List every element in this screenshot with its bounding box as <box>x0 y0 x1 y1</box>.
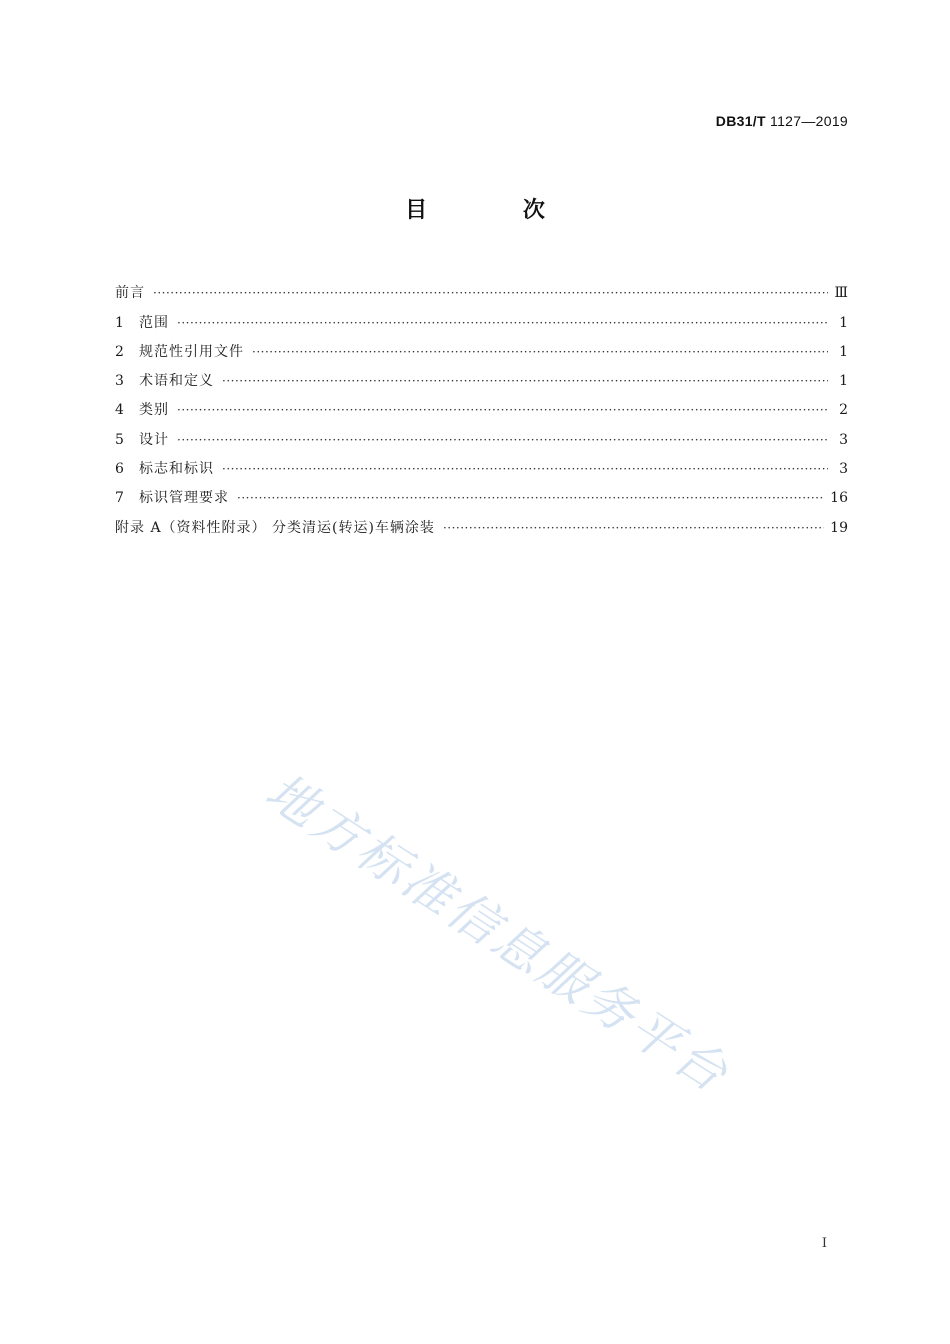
toc-entry-page: 1 <box>839 373 848 390</box>
toc-leader-dots <box>177 313 828 333</box>
toc-entry-number: 7 <box>115 490 124 507</box>
document-code-number: 1127—2019 <box>770 113 848 129</box>
toc-entry-page: 2 <box>839 402 848 419</box>
toc-entry-scope[interactable] <box>115 303 848 332</box>
toc-leader-dots <box>237 488 824 508</box>
toc-entry-categories[interactable] <box>115 391 848 420</box>
toc-entry-label: 标志和标识 <box>139 461 214 478</box>
toc-entry-marking-management[interactable] <box>115 479 848 508</box>
toc-entry-page: 16 <box>830 490 848 507</box>
toc-entry-signs-markings[interactable] <box>115 450 848 479</box>
toc-entry-number: 2 <box>115 343 124 360</box>
page-title: 目 次 <box>405 198 589 223</box>
toc-entry-label: 设计 <box>139 431 169 448</box>
toc-entry-label: 标识管理要求 <box>139 490 229 507</box>
toc-entry-number: 4 <box>115 402 124 419</box>
toc-entry-number: 6 <box>115 461 124 478</box>
toc-entry-normative-references[interactable] <box>115 333 848 362</box>
toc-leader-dots <box>222 371 828 391</box>
watermark-text: 地方标准信息服务平台 <box>255 761 741 1105</box>
toc-entry-label: 前言 <box>115 285 145 302</box>
document-code-prefix: DB31/T <box>715 113 766 129</box>
toc-leader-dots <box>222 459 828 479</box>
toc-leader-dots <box>252 342 828 362</box>
toc-entry-label: 附录 A（资料性附录） 分类清运(转运)车辆涂装 <box>115 519 435 536</box>
toc-entry-number: 3 <box>115 373 124 390</box>
toc-entry-number: 5 <box>115 431 124 448</box>
toc-entry-label: 范围 <box>139 314 169 331</box>
toc-leader-dots <box>443 518 824 538</box>
toc-entry-label: 规范性引用文件 <box>139 343 244 360</box>
toc-entry-page: 3 <box>839 461 848 478</box>
document-code <box>716 113 848 129</box>
page-number: I <box>821 1236 827 1251</box>
toc-leader-dots <box>177 430 828 450</box>
toc-entry-terms-definitions[interactable] <box>115 362 848 391</box>
toc-entry-page: 19 <box>830 519 848 536</box>
toc-entry-foreword[interactable] <box>115 274 848 303</box>
toc-entry-number: 1 <box>115 314 124 331</box>
toc-entry-label: 类别 <box>139 402 169 419</box>
toc-entry-page: Ⅲ <box>834 285 848 302</box>
toc-entry-page: 3 <box>839 431 848 448</box>
toc-entry-appendix-a[interactable] <box>115 508 848 537</box>
toc-entry-page: 1 <box>839 343 848 360</box>
table-of-contents <box>115 274 848 538</box>
toc-entry-label: 术语和定义 <box>139 373 214 390</box>
toc-entry-design[interactable] <box>115 420 848 449</box>
toc-entry-page: 1 <box>839 314 848 331</box>
toc-leader-dots <box>153 283 828 303</box>
toc-leader-dots <box>177 400 828 420</box>
